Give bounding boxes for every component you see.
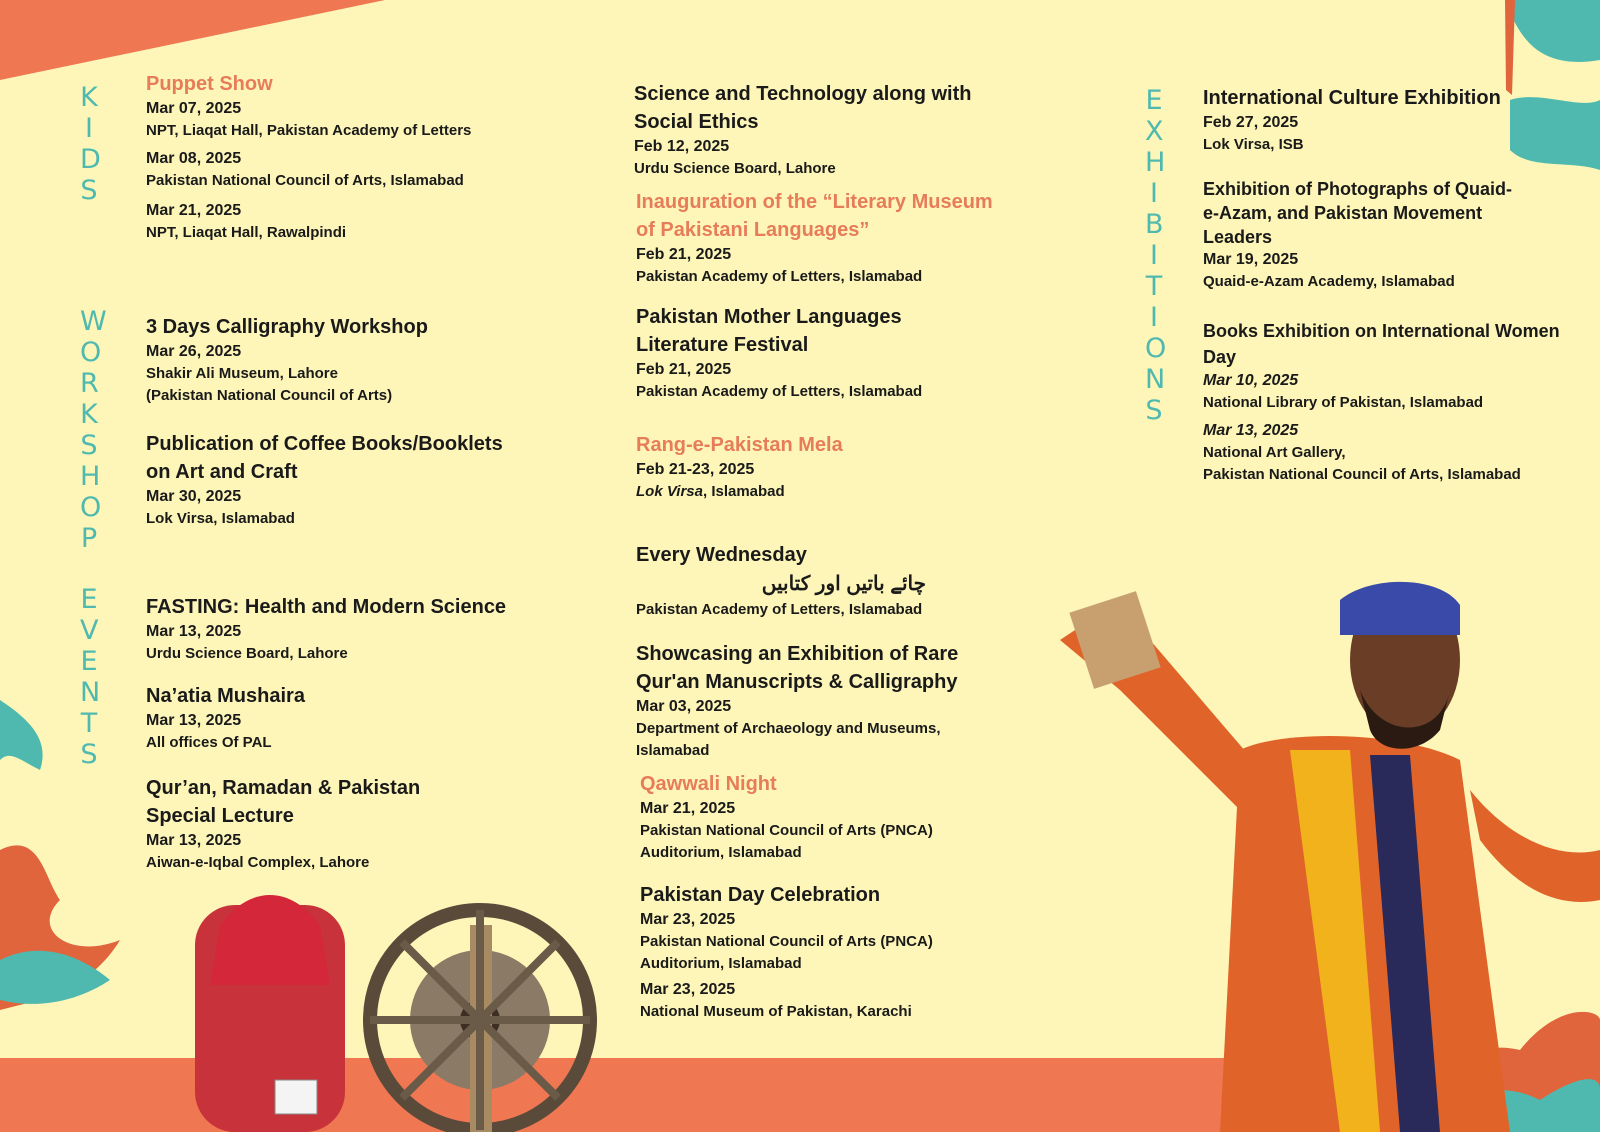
event-venue: Lok Virsa, ISB <box>1203 136 1304 153</box>
event-date: Feb 21, 2025 <box>636 246 732 263</box>
event-date: Mar 13, 2025 <box>146 832 242 849</box>
event-date: Mar 26, 2025 <box>146 343 242 360</box>
event-date: Mar 23, 2025 <box>640 981 736 998</box>
event-title: Puppet Show <box>146 73 273 95</box>
event-venue: Pakistan Academy of Letters, Islamabad <box>636 383 923 400</box>
event-venue: Pakistan Academy of Letters, Islamabad <box>636 268 923 285</box>
event-date: Mar 08, 2025 <box>146 150 242 167</box>
venue-rest: , Islamabad <box>702 483 785 500</box>
event-title: e-Azam, and Pakistan Movement <box>1203 203 1483 223</box>
event-date: Mar 30, 2025 <box>146 488 242 505</box>
event-title: Social Ethics <box>634 111 759 133</box>
science-ethics-event <box>634 80 971 180</box>
event-date: Mar 13, 2025 <box>1203 422 1299 439</box>
splash-top-right <box>1505 0 1600 62</box>
event-venue: Pakistan National Council of Arts, Islamabad <box>146 172 464 189</box>
event-date: Mar 19, 2025 <box>1203 251 1299 268</box>
event-title: Pakistan Day Celebration <box>640 884 881 906</box>
event-venue: National Library of Pakistan, Islamabad <box>1203 394 1484 411</box>
quran-lecture-event <box>146 774 420 874</box>
event-title: Special Lecture <box>146 805 294 827</box>
spinning-wheel-photo <box>180 885 630 1132</box>
event-date: Mar 21, 2025 <box>146 202 242 219</box>
event-venue: Islamabad <box>636 742 710 759</box>
event-venue: All offices Of PAL <box>146 734 272 751</box>
event-title: on Art and Craft <box>146 461 298 483</box>
section-label-workshop <box>74 306 107 554</box>
naatia-mushaira-event <box>146 682 305 754</box>
splash-left-teal-1 <box>0 700 43 770</box>
event-date: Feb 21-23, 2025 <box>636 461 755 478</box>
event-title: Exhibition of Photographs of Quaid- <box>1203 179 1512 199</box>
section-label-kids <box>74 82 104 206</box>
event-date: Mar 23, 2025 <box>640 911 736 928</box>
literature-festival-event <box>636 303 922 403</box>
top-left-orange-band <box>0 0 385 80</box>
event-venue: Auditorium, Islamabad <box>640 844 802 861</box>
event-venue: National Museum of Pakistan, Karachi <box>640 1003 912 1020</box>
event-title: Pakistan Mother Languages <box>636 306 902 328</box>
pakistan-day-event <box>640 881 933 1023</box>
venue-italic: Lok Virsa <box>636 483 703 500</box>
event-title: Na’atia Mushaira <box>146 685 305 707</box>
every-wednesday-event <box>636 541 926 621</box>
event-title: Every Wednesday <box>636 544 807 566</box>
event-venue: Pakistan National Council of Arts (PNCA) <box>640 822 933 839</box>
qawwali-night-event <box>640 770 933 864</box>
event-venue: Urdu Science Board, Lahore <box>634 160 836 177</box>
section-label-exhibitions <box>1139 85 1169 426</box>
calligraphy-workshop-event <box>146 313 428 407</box>
event-date: Feb 12, 2025 <box>634 138 730 155</box>
event-title: of Pakistani Languages” <box>636 219 870 241</box>
event-venue: National Art Gallery, <box>1203 444 1346 461</box>
event-venue: (Pakistan National Council of Arts) <box>146 387 393 404</box>
event-title: 3 Days Calligraphy Workshop <box>146 316 428 338</box>
coffee-books-event <box>146 430 503 530</box>
events-text: EVENTS <box>80 584 101 770</box>
culture-exhibition-event <box>1203 84 1501 156</box>
event-venue: Urdu Science Board, Lahore <box>146 645 348 662</box>
event-venue: Pakistan National Council of Arts (PNCA) <box>640 933 933 950</box>
event-title: Leaders <box>1203 227 1273 247</box>
event-title: Qur'an Manuscripts & Calligraphy <box>636 671 958 693</box>
event-date: Mar 13, 2025 <box>146 623 242 640</box>
event-venue: Quaid-e-Azam Academy, Islamabad <box>1203 273 1455 290</box>
event-venue: Lok Virsa, Islamabad <box>146 510 295 527</box>
event-venue: Pakistan Academy of Letters, Islamabad <box>636 601 923 618</box>
dancer-photo <box>1040 580 1600 1132</box>
event-title: International Culture Exhibition <box>1203 87 1501 109</box>
kids-text: KIDS <box>80 82 101 206</box>
event-venue: NPT, Liaqat Hall, Rawalpindi <box>146 224 347 241</box>
event-title: Science and Technology along with <box>634 83 972 105</box>
quaid-photographs-event <box>1203 177 1512 293</box>
puppet-show-event <box>146 70 471 244</box>
fasting-event <box>146 593 506 665</box>
event-venue: Shakir Ali Museum, Lahore <box>146 365 338 382</box>
quran-manuscripts-event <box>636 640 958 762</box>
event-title: Literature Festival <box>636 334 809 356</box>
splash-drip <box>1505 0 1515 95</box>
event-title: Day <box>1203 347 1237 367</box>
urdu-title: چائے باتیں اور کتابیں <box>761 573 926 595</box>
event-date: Mar 21, 2025 <box>640 800 736 817</box>
event-date: Mar 13, 2025 <box>146 712 242 729</box>
section-label-events <box>74 584 104 770</box>
event-date: Feb 27, 2025 <box>1203 114 1299 131</box>
event-venue: Aiwan-e-Iqbal Complex, Lahore <box>146 854 370 871</box>
event-venue: NPT, Liaqat Hall, Pakistan Academy of Letters <box>146 122 472 139</box>
event-date: Mar 07, 2025 <box>146 100 242 117</box>
event-title: Publication of Coffee Books/Booklets <box>146 433 503 455</box>
literary-museum-event <box>636 188 993 288</box>
rang-e-pakistan-event <box>636 431 843 503</box>
event-date: Mar 10, 2025 <box>1203 372 1299 389</box>
splash-right-teal <box>1510 97 1600 170</box>
event-title: Rang-e-Pakistan Mela <box>636 434 843 456</box>
event-title: Inauguration of the “Literary Museum <box>636 191 993 213</box>
exhibitions-text: EXHIBITIONS <box>1145 85 1167 426</box>
event-title: FASTING: Health and Modern Science <box>146 596 507 618</box>
event-date: Mar 03, 2025 <box>636 698 732 715</box>
event-date: Feb 21, 2025 <box>636 361 732 378</box>
event-title: Showcasing an Exhibition of Rare <box>636 643 959 665</box>
event-title: Qawwali Night <box>640 773 777 795</box>
event-title: Qur’an, Ramadan & Pakistan <box>146 777 421 799</box>
event-venue <box>636 481 843 503</box>
event-title: Books Exhibition on International Women <box>1203 321 1560 341</box>
event-venue: Pakistan National Council of Arts, Islamabad <box>1203 466 1521 483</box>
event-venue: Department of Archaeology and Museums, <box>636 720 941 737</box>
event-venue: Auditorium, Islamabad <box>640 955 802 972</box>
women-day-books-event <box>1203 318 1560 486</box>
workshop-text: WORKSHOP <box>80 306 107 554</box>
